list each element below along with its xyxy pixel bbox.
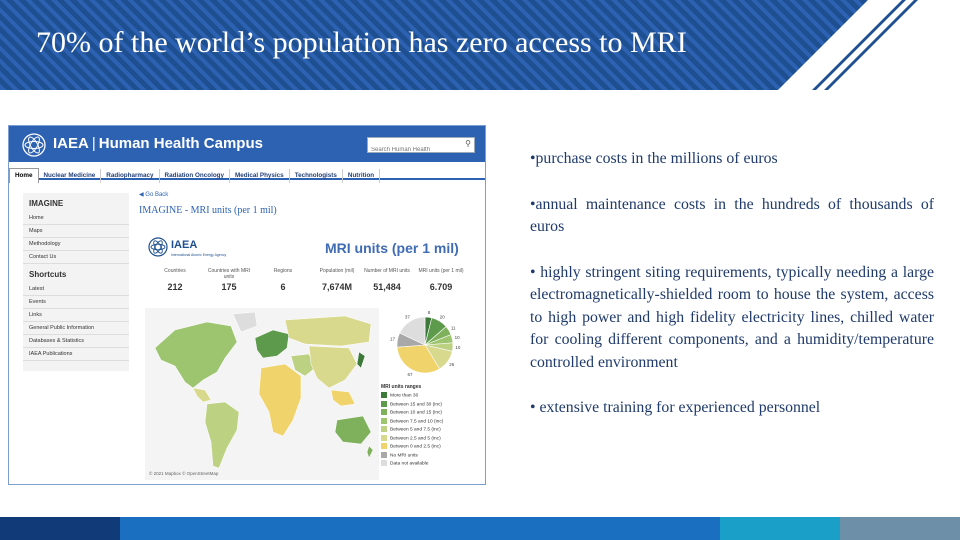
bullet-training: • extensive training for experienced personnel bbox=[530, 399, 821, 416]
tab-radiopharmacy[interactable]: Radiopharmacy bbox=[101, 169, 159, 183]
legend-label: Between 5 and 7.5 (inc) bbox=[390, 427, 441, 433]
bullet-purchase-costs: •purchase costs in the millions of euros bbox=[530, 150, 778, 167]
stat-countries-with-mri bbox=[203, 268, 255, 292]
bullet-list bbox=[530, 148, 934, 443]
sidebar-item-general-public-information[interactable]: General Public Information bbox=[23, 322, 129, 335]
bottom-bar bbox=[0, 517, 960, 540]
sidebar-item-home[interactable]: Home bbox=[23, 212, 129, 225]
legend-label: More than 30 bbox=[390, 393, 419, 399]
sidebar-heading-shortcuts: Shortcuts bbox=[29, 270, 67, 279]
title-bar bbox=[0, 0, 960, 90]
legend-swatch bbox=[381, 418, 387, 424]
legend-label: No MRI units bbox=[390, 452, 418, 458]
bottom-bar-segment bbox=[0, 517, 120, 540]
slide-title: 70% of the world’s population has zero access to MRI bbox=[36, 26, 687, 59]
legend-item[interactable] bbox=[381, 392, 481, 401]
legend-item[interactable] bbox=[381, 409, 481, 418]
legend-item[interactable] bbox=[381, 443, 481, 452]
sidebar-item-latest[interactable]: Latest bbox=[23, 283, 129, 296]
legend-item[interactable] bbox=[381, 426, 481, 435]
world-map[interactable] bbox=[145, 308, 379, 480]
stat-label: Countries bbox=[164, 268, 186, 274]
legend-label: Between 0 and 2.5 (inc) bbox=[390, 444, 441, 450]
site-brand[interactable]: IAEA | Human Health Campus bbox=[53, 135, 263, 152]
stat-value: 7,674M bbox=[321, 282, 353, 292]
bottom-bar-segment bbox=[720, 517, 840, 540]
stat-population bbox=[311, 268, 363, 292]
pie-slice-label: 10 bbox=[454, 335, 460, 341]
sidebar-item-databases-statistics[interactable]: Databases & Statistics bbox=[23, 335, 129, 348]
legend-label: Between 2.5 and 5 (inc) bbox=[390, 435, 441, 441]
pie-slice-label: 11 bbox=[450, 325, 456, 331]
stat-label: Population (mil) bbox=[319, 268, 355, 274]
bottom-bar-segment bbox=[840, 517, 960, 540]
pie-slice-label: 8 bbox=[427, 310, 431, 315]
dashboard-org-sub: International Atomic Energy Agency bbox=[171, 253, 227, 257]
legend-swatch bbox=[381, 452, 387, 458]
mri-ranges-legend bbox=[381, 384, 481, 469]
iaea-atom-logo-icon bbox=[21, 132, 47, 158]
stat-regions bbox=[257, 268, 309, 292]
stat-label: Number of MRI units bbox=[364, 268, 410, 274]
back-arrow-icon: ◀ bbox=[139, 192, 144, 198]
sidebar-item-maps[interactable]: Maps bbox=[23, 225, 129, 238]
tab-technologists[interactable]: Technologists bbox=[290, 169, 343, 183]
go-back-link[interactable] bbox=[139, 191, 168, 198]
brand-site: Human Health Campus bbox=[98, 135, 263, 152]
pie-slice-label: 26 bbox=[449, 361, 455, 367]
sidebar-heading-imagine: IMAGINE bbox=[29, 199, 64, 208]
go-back-label: Go Back bbox=[145, 192, 169, 198]
tab-radiation-oncology[interactable]: Radiation Oncology bbox=[160, 169, 230, 183]
pie-slice-label: 10 bbox=[455, 345, 461, 351]
bullet-maintenance-costs: •annual maintenance costs in the hundreds of thousands of euros bbox=[530, 195, 934, 235]
pie-slice-label: 37 bbox=[404, 314, 410, 320]
sidebar-item-events[interactable]: Events bbox=[23, 296, 129, 309]
legend-swatch bbox=[381, 460, 387, 466]
legend-label: Data not available bbox=[390, 461, 429, 467]
tab-nutrition[interactable]: Nutrition bbox=[343, 169, 380, 183]
pie-slice-label: 17 bbox=[390, 336, 396, 342]
tab-medical-physics[interactable]: Medical Physics bbox=[230, 169, 290, 183]
sidebar-item-iaea-publications[interactable]: IAEA Publications bbox=[23, 348, 129, 361]
brand-org: IAEA bbox=[53, 135, 89, 152]
mri-ranges-pie-chart[interactable] bbox=[385, 310, 465, 380]
dashboard-org: IAEA bbox=[171, 239, 198, 251]
stat-label: Regions bbox=[273, 268, 293, 274]
legend-item[interactable] bbox=[381, 452, 481, 461]
pie-slice-label: 20 bbox=[439, 314, 445, 320]
search-icon[interactable]: ⚲ bbox=[465, 139, 471, 148]
legend-item[interactable] bbox=[381, 418, 481, 427]
legend-label: Between 10 and 15 (inc) bbox=[390, 410, 442, 416]
stat-mri-per-million bbox=[415, 268, 467, 292]
sidebar-item-contact-us[interactable]: Contact Us bbox=[23, 251, 129, 264]
site-tabs bbox=[9, 164, 485, 180]
legend-swatch bbox=[381, 409, 387, 415]
tab-home[interactable]: Home bbox=[9, 168, 39, 183]
legend-item[interactable] bbox=[381, 460, 481, 469]
bullet-siting-requirements: • highly stringent siting requirements, typically needing a large electromagnetically-shielded room to house the system, access to high power and high fidelity electricity lines, chilled water for cooling different components, and a humidity/temperature controlled environment bbox=[530, 263, 934, 371]
stat-value: 6.709 bbox=[429, 282, 453, 292]
stat-label: MRI units (per 1 mil) bbox=[418, 268, 464, 274]
stat-value: 212 bbox=[167, 282, 183, 292]
site-sidebar bbox=[23, 193, 129, 371]
stat-mri-units bbox=[361, 268, 413, 292]
legend-label: Between 7.5 and 10 (inc) bbox=[390, 418, 444, 424]
tab-nuclear-medicine[interactable]: Nuclear Medicine bbox=[39, 169, 102, 183]
embedded-website-screenshot bbox=[8, 125, 486, 485]
legend-swatch bbox=[381, 401, 387, 407]
legend-swatch bbox=[381, 426, 387, 432]
legend-swatch bbox=[381, 435, 387, 441]
stat-value: 175 bbox=[221, 282, 237, 292]
legend-label: Between 15 and 30 (inc) bbox=[390, 401, 442, 407]
map-russia bbox=[285, 316, 371, 346]
bottom-bar-segment bbox=[120, 517, 720, 540]
legend-title: MRI units ranges bbox=[381, 384, 422, 390]
legend-item[interactable] bbox=[381, 401, 481, 410]
pie-slice-label: 67 bbox=[407, 371, 413, 377]
dashboard-title: MRI units (per 1 mil) bbox=[325, 240, 459, 256]
legend-item[interactable] bbox=[381, 435, 481, 444]
map-credit: © 2021 Mapbox © OpenStreetMap bbox=[149, 471, 219, 476]
search-input[interactable] bbox=[368, 143, 462, 157]
site-header bbox=[9, 126, 485, 162]
stat-label: Countries with MRI units bbox=[207, 268, 251, 280]
legend-swatch bbox=[381, 392, 387, 398]
page-heading: IMAGINE - MRI units (per 1 mil) bbox=[139, 205, 277, 216]
stats-row bbox=[149, 268, 467, 302]
stat-countries bbox=[149, 268, 201, 292]
stat-value: 51,484 bbox=[373, 282, 401, 292]
stat-value: 6 bbox=[280, 282, 286, 292]
site-search bbox=[367, 137, 475, 153]
sidebar-item-methodology[interactable]: Methodology bbox=[23, 238, 129, 251]
legend-swatch bbox=[381, 443, 387, 449]
sidebar-item-links[interactable]: Links bbox=[23, 309, 129, 322]
